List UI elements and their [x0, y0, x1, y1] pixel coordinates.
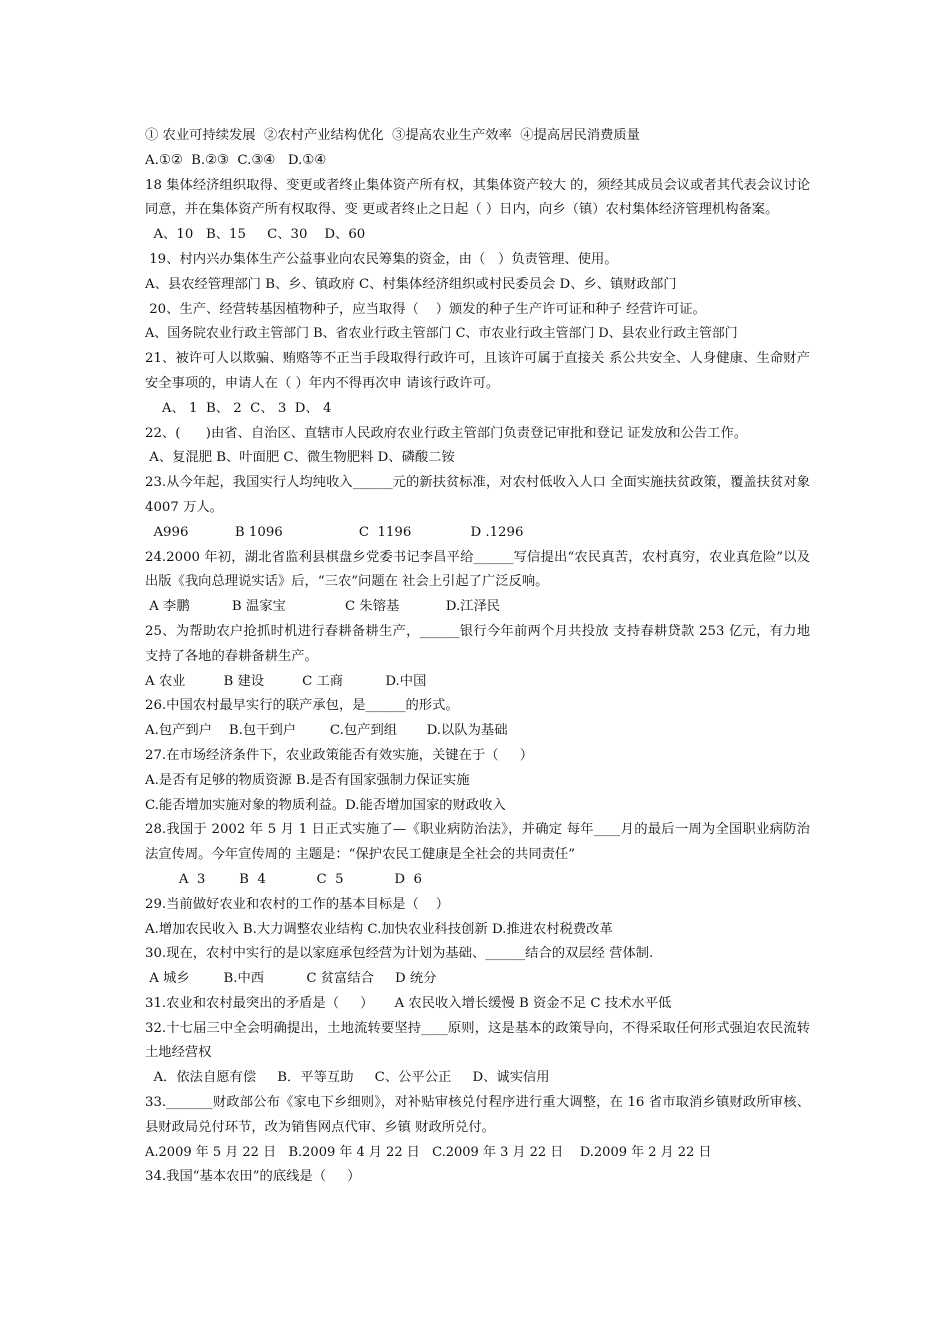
question-22: 22、( )由省、自治区、直辖市人民政府农业行政主管部门负责登记审批和登记 证发放和公告工作。	[145, 425, 748, 441]
options-25: A 农业 B 建设 C 工商 D.中国	[145, 673, 427, 689]
options-19: A、县农经管理部门 B、乡、镇政府 C、村集体经济组织或村民委员会 D、乡、镇财政部门	[145, 276, 677, 292]
options-27-ab: A.是否有足够的物质资源 B.是否有国家强制力保证实施	[145, 772, 470, 788]
options-27-cd: C.能否增加实施对象的物质利益。D.能否增加国家的财政收入	[145, 797, 506, 813]
question-30: 30.现在，农村中实行的是以家庭承包经营为计划为基础、______结合的双层经 营体制.	[145, 946, 654, 962]
options-29: A.增加农民收入 B.大力调整农业结构 C.加快农业科技创新 D.推进农村税费改革	[145, 921, 613, 937]
options-28: A 3 B 4 C 5 D 6	[145, 871, 422, 887]
question-25: 25、为帮助农户抢抓时机进行春耕备耕生产，______银行今年前两个月共投放 支持春耕贷款 253 亿元，有力地支持了各地的春耕备耕生产。	[145, 623, 810, 664]
options-33: A.2009 年 5 月 22 日 B.2009 年 4 月 22 日 C.2009 年 3 月 22 日 D.2009 年 2 月 22 日	[145, 1144, 712, 1160]
options-26: A.包产到户 B.包干到户 C.包产到组 D.以队为基础	[145, 723, 508, 739]
question-text-body	[145, 124, 810, 1190]
question-20: 20、生产、经营转基因植物种子，应当取得（ ）颁发的种子生产许可证和种子 经营许可证。	[145, 301, 706, 317]
question-28: 28.我国于 2002 年 5 月 1 日正式实施了—《职业病防治法》，并确定 每年____月的最后一周为全国职业病防治法宣传周。今年宣传周的 主题是：“保护农民工健康是全社会的共同责任”	[145, 822, 810, 863]
question-21: 21、被许可人以欺骗、贿赂等不正当手段取得行政许可，且该许可属于直接关 系公共安全、人身健康、生命财产安全事项的，申请人在（ ）年内不得再次申 请该行政许可。	[145, 351, 810, 391]
question-31: 31.农业和农村最突出的矛盾是（ ） A 农民收入增长缓慢 B 资金不足 C 技术水平低	[145, 995, 672, 1011]
options-18: A、10 B、15 C、30 D、60	[145, 227, 366, 243]
question-26: 26.中国农村最早实行的联产承包，是______的形式。	[145, 698, 459, 714]
question-27: 27.在市场经济条件下，农业政策能否有效实施，关键在于（ ）	[145, 747, 533, 763]
question-18: 18 集体经济组织取得、变更或者终止集体资产所有权，其集体资产较大 的，须经其成员会议或者其代表会议讨论同意，并在集体资产所有权取得、变 更或者终止之日起（ ）日内，向乡（镇）农村集体经济管理机构备案。	[145, 177, 810, 218]
options-30: A 城乡 B.中西 C 贫富结合 D 统分	[145, 971, 437, 987]
options-22: A、复混肥 B、叶面肥 C、微生物肥料 D、磷酸二铵	[145, 450, 455, 466]
question-24: 24.2000 年初，湖北省监利县棋盘乡党委书记李昌平给______写信提出“农民真苦，农村真穷，农业真危险”以及出版《我向总理说实话》后，“三农”问题在 社会上引起了广泛反响。	[145, 549, 810, 590]
options-21: A、 1 B、 2 C、 3 D、 4	[145, 400, 332, 416]
question-19: 19、村内兴办集体生产公益事业向农民筹集的资金，由（ ）负责管理、使用。	[145, 251, 618, 267]
options-24: A 李鹏 B 温家宝 C 朱镕基 D.江泽民	[145, 599, 501, 615]
question-34: 34.我国“基本农田”的底线是（ ）	[145, 1169, 361, 1185]
text-line: ① 农业可持续发展 ②农村产业结构优化 ③提高农业生产效率 ④提高居民消费质量	[145, 128, 640, 143]
question-29: 29.当前做好农业和农村的工作的基本目标是（ ）	[145, 896, 449, 912]
options-32: A．依法自愿有偿 B．平等互助 C、公平公正 D、诚实信用	[145, 1070, 550, 1086]
options-23: A996 B 1096 C 1196 D .1296	[145, 524, 524, 540]
question-23: 23.从今年起，我国实行人均纯收入______元的新扶贫标准，对农村低收入人口 全面实施扶贫政策，覆盖扶贫对象 4007 万人。	[145, 475, 810, 515]
question-33: 33._______财政部公布《家电下乡细则》，对补贴审核兑付程序进行重大调整，在 16 省市取消乡镇财政所审核、县财政局兑付环节，改为销售网点代审、乡镇 财政所兑付。	[145, 1095, 810, 1135]
question-32: 32.十七届三中全会明确提出，土地流转要坚持____原则，这是基本的政策导向，不得采取任何形式强迫农民流转土地经营权	[145, 1020, 810, 1061]
options-20: A、国务院农业行政主管部门 B、省农业行政主管部门 C、市农业行政主管部门 D、县农业行政主管部门	[145, 326, 738, 342]
text-line: A.①② B.②③ C.③④ D.①④	[145, 152, 327, 168]
